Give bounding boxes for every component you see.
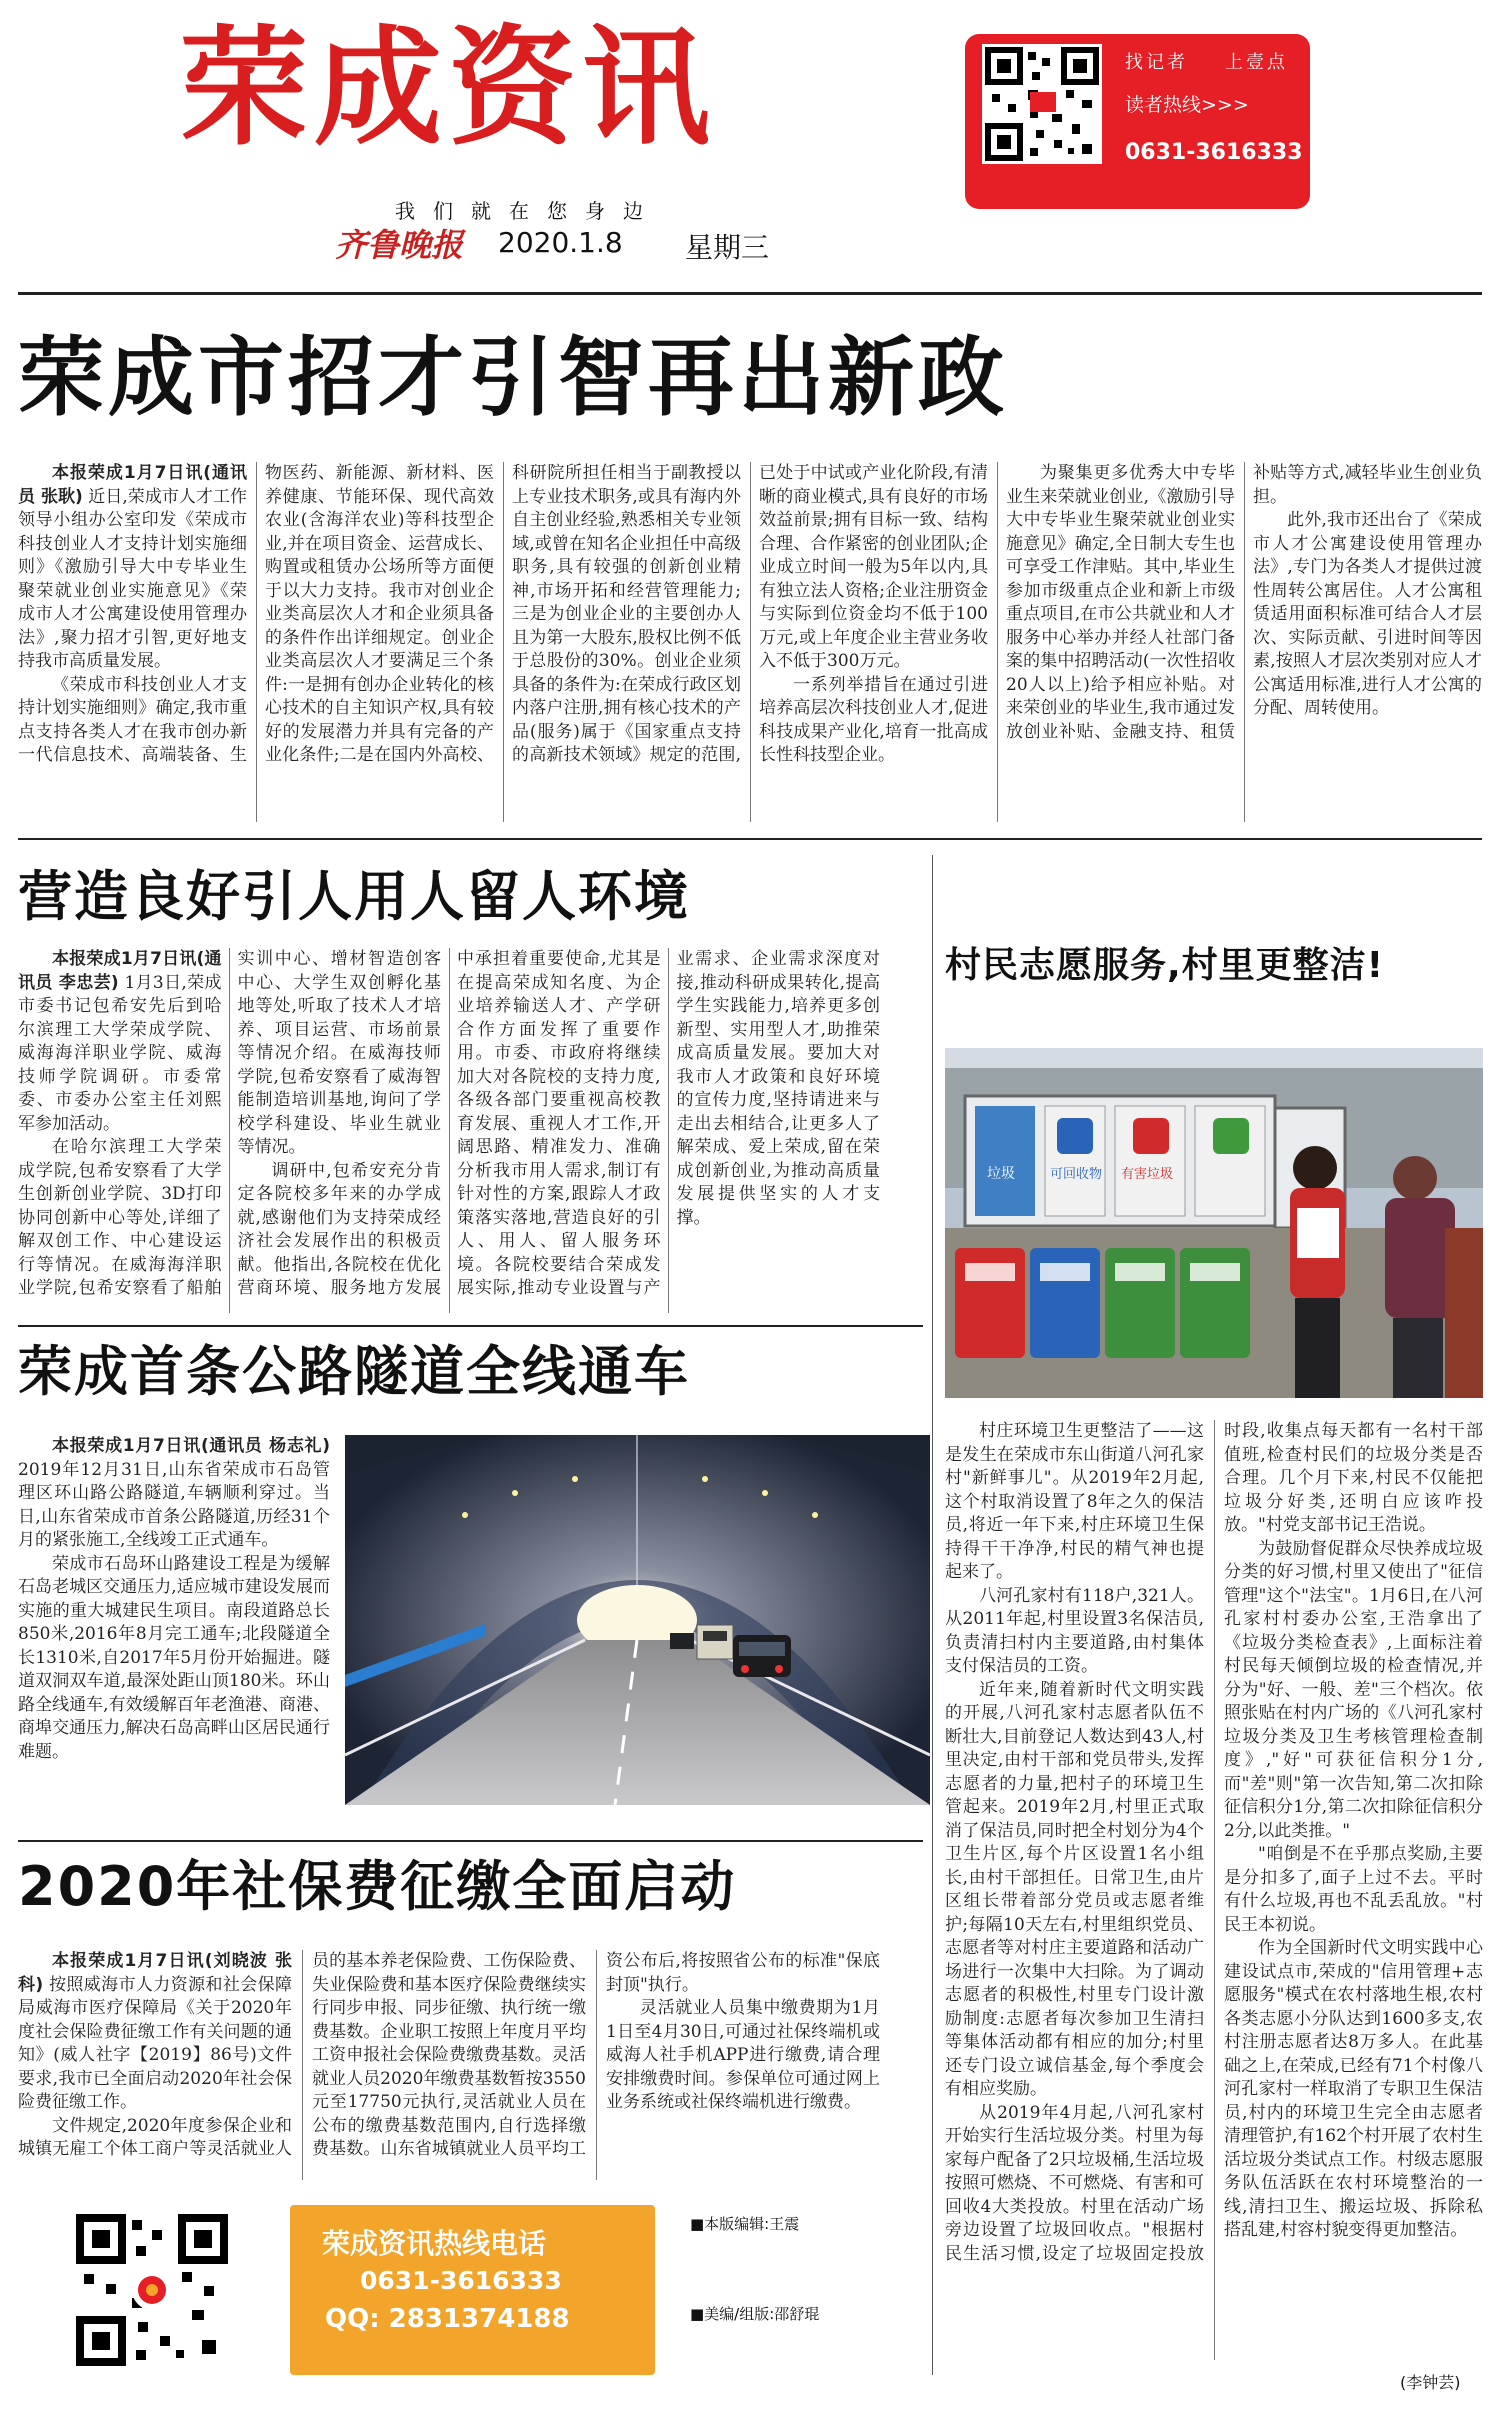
article-paragraph: 作为全国新时代文明实践中心建设试点市,荣成的"信用管理+志愿服务"模式在农村落地生根,农村各类志愿小分队达到1600多支,农村注册志愿者达8万多人。在此基础之上,在荣成,已经有71个村像八河孔家村一样取消了专职卫生保洁员,村内的环境卫生完全由志愿者清理管护,有162个村开展了农村生活垃圾分类试点工作。村级志愿服务队伍活跃在农村环境整治的一线,清扫卫生、搬运垃圾、拆除私搭乱建,村容村貌变得更加整洁。 [1224,1938,1483,2240]
headline-social-insurance: 2020年社保费征缴全面启动 [18,1855,737,1918]
hotline-app-name: 上壹点 [1225,52,1288,73]
article-paragraph: 1月3日,荣成市委书记包希安先后到哈尔滨理工大学荣成学院、威海海洋职业学院、威海技师学院调研。市委常委、市委办公室主任刘熙军参加活动。 [18,972,222,1134]
masthead-slogan: 我们就在您身边 [395,199,661,223]
article-paragraph: 2019年12月31日,山东省荣成市石岛管理区环山路公路隧道,车辆顺利穿过。当日,山东省荣成市首条公路隧道,历经31个月的紧张施工,全线竣工正式通车。 [18,1459,330,1550]
masthead-divider [18,292,1482,295]
article-paragraph: 灵活就业人员集中缴费期为1月1日至4月30日,可通过社保终端机或威海人社手机APP进行缴费,请合理安排缴费时间。参保单位可通过网上业务系统或社保终端机进行缴费。 [606,1998,880,2112]
footer-hotline-qq: QQ: 2831374188 [325,2304,570,2334]
article-paragraph: 《荣成市科技创业人才支持计划实施细则》确定,我市重点支持各类人才在我市创办新一代信息技术、高端装备、生物医药、新能源、新材料、医养健康、节能环保、现代高效农业(含海洋农业)等科技型企业,并在项目资金、运营成长、购置或租赁办公场所等方面便于以大力支持。我市对创业企业类高层次人才和企业须具备的条件作出详细规定。创业企业类高层次人才要满足三个条件:一是拥有创办企业转化的核心技术的自主知识产权,具有较好的发展潜力并具有完备的产业化条件;二是在国内外高校、科研院所担任相当于副教授以上专业技术职务,或具有海内外自主创业经验,熟悉相关专业领域,或曾在知名企业担任中高级职务,具有较强的创新创业精神,市场开拓和经营管理能力;三是为创业企业的主要创办人且为第一大股东,股权比例不低于总股份的30%。创业企业须具备的条件为:在荣成行政区划内落户注册,拥有核心技术的产品(服务)属于《国家重点支持的高新技术领域》规定的范围,已处于中试或产业化阶段,有清晰的商业模式,具有良好的市场效益前景;拥有目标一致、结构合理、合作紧密的创业团队;企业成立时间一般为5年以内,具有独立法人资格;企业注册资金与实际到位资金均不低于100万元,或上年度企业主营业务收入不低于300万元。 [18,463,988,765]
issue-weekday: 星期三 [685,231,770,264]
article-lead: 本报荣成1月7日讯(通讯员 杨志礼) [52,1436,330,1456]
article-paragraph: 在哈尔滨理工大学荣成学院,包希安察看了大学生创新创业学院、3D打印协同创新中心等处,详细了解双创工作、中心建设运行等情况。在威海海洋职业学院,包希安察看了船舶实训中心、增材智造创客中心、大学生双创孵化基地等处,听取了技术人才培养、项目运营、市场前景等情况介绍。在威海技师学院,包希安察看了威海智能制造培训基地,询问了学校学科建设、毕业生就业等情况。 [18,949,441,1298]
tunnel-photo [345,1435,930,1805]
article-paragraph: 此外,我市还出台了《荣成市人才公寓建设使用管理办法》,专门为各类人才提供过渡性周转公寓居住。人才公寓租赁适用面积标准可结合人才层次、实际贡献、引进时间等因素,按照人才层次类别对应人才公寓适用标准,进行人才公寓的分配、周转使用。 [1253,510,1482,718]
article-paragraph: 从2019年4月起,八河孔家村开始实行生活垃圾分类。村里为每家每户配备了2只垃圾桶,生活垃圾按照可燃烧、不可燃烧、有害和可回收4大类投放。村里在活动广场旁边设置了垃圾回收点。"根据村民生活习惯,设定了垃圾固定投放时段,收集点每天都有一名村干部值班,检查村民们的垃圾分类是否合理。几个月下来,村民不仅能把垃圾分好类,还明白应该咋投放。"村党支部书记王浩说。 [945,1421,1483,2264]
article-tunnel-body [18,1435,330,1825]
photo-sign-recyclable: 可回收物 [1050,1167,1103,1182]
article-volunteer-body [945,1420,1483,2360]
qr-code-icon [72,2210,232,2370]
section-divider [18,1840,923,1842]
masthead-title: 荣成资讯 [180,14,717,163]
headline-tunnel-opening: 荣成首条公路隧道全线通车 [18,1340,690,1403]
article-paragraph: 八河孔家村有118户,321人。从2011年起,村里设置3名保洁员,负责清扫村内主要道路,由村集体支付保洁员的工资。 [945,1585,1204,1676]
article-paragraph: 按照威海市人力资源和社会保障局威海市医疗保障局《关于2020年度社会保险费征缴工作有关问题的通知》(威人社字【2019】86号)文件要求,我市已全面启动2020年社会保险费征缴工作。 [18,1974,293,2112]
hotline-phone: 0631-3616333 [1125,140,1303,165]
article-paragraph: 近年来,随着新时代文明实践的开展,八河孔家村志愿者队伍不断壮大,目前登记人数达到43人,村里决定,由村干部和党员带头,发挥志愿者的力量,把村子的环境卫生管起来。2019年2月,村里正式取消了保洁员,同时把全村划分为4个卫生片区,每个片区设置1名小组长,由村干部担任。日常卫生,由片区组长带着部分党员或志愿者维护;每隔10天左右,村里组织党员、志愿者等对村庄主要道路和活动广场进行一次集中大扫除。为了调动志愿者的积极性,村里专门设计激励制度:志愿者每次参加卫生清扫等集体活动都有相应的加分;村里还专门设立诚信基金,每个季度会有相应奖励。 [945,1679,1204,2099]
photo-sign-hazardous: 有害垃圾 [1121,1167,1174,1182]
article-lead: 本报荣成1月7日讯(刘晓波 张科) [18,1951,292,1995]
article-talent-environment-body [18,948,880,1313]
article-paragraph: 文件规定,2020年度参保企业和城镇无雇工个体工商户等灵活就业人员的基本养老保险费、工伤保险费、失业保险费和基本医疗保险费继续实行同步申报、同步征缴、执行统一缴费基数。企业职工按照上年度月平均工资申报社会保险费缴费基数。灵活就业人员2020年缴费基数暂按3550元至17750元执行,灵活就业人员在公布的缴费基数范围内,自行选择缴费基数。山东省城镇就业人员平均工资公布后,将按照省公布的标准"保底封顶"执行。 [18,1951,880,2159]
hotline-label: 读者热线>>> [1125,94,1249,116]
article-paragraph: 近日,荣成市人才工作领导小组办公室印发《荣成市科技创业人才支持计划实施细则》《激励引导大中专毕业生聚荣就业创业实施意见》《荣成市人才公寓建设使用管理办法》,聚力招才引智,更好地支持我市高质量发展。 [18,486,247,671]
article-byline: (李钟芸) [1400,2373,1461,2392]
column-divider [932,855,933,2375]
article-paragraph: 调研中,包希安充分肯定各院校多年来的办学成就,感谢他们为支持荣成经济社会发展作出的积极贡献。他指出,各院校在优化营商环境、服务地方发展中承担着重要使命,尤其是在提高荣成知名度、为企业培养输送人才、产学研合作方面发挥了重要作用。市委、市政府将继续加大对各院校的支持力度,各级各部门要重视高校教育发展、重视人才工作,开阔思路、精准发力、准确分析我市用人需求,制订有针对性的方案,跟踪人才政策落实落地,营造良好的引人、用人、留人服务环境。各院校要结合荣成发展实际,推动专业设置与产业需求、企业需求深度对接,推动科研成果转化,提高学生实践能力,培养更多创新型、实用型人才,助推荣成高质量发展。要加大对我市人才政策和良好环境的宣传力度,坚持请进来与走出去相结合,让更多人了解荣成、爱上荣成,留在荣成创新创业,为推动高质量发展提供坚实的人才支撑。 [237,949,880,1298]
article-paragraph: 一系列举措旨在通过引进培养高层次科技创业人才,促进科技成果产业化,培育一批高成长性科技型企业。 [759,674,988,765]
article-talent-policy-body [18,462,1482,822]
photo-sign-trash: 垃圾 [987,1166,1015,1182]
article-social-insurance-body [18,1950,880,2180]
village-sorting-photo [945,1048,1483,1398]
article-lead: 本报荣成1月7日讯(通讯员 张耿) [18,463,247,507]
page-designer-credit: ■美编/组版:邵舒琨 [690,2305,820,2323]
hotline-find-reporter: 找记者 [1125,52,1188,73]
headline-talent-environment: 营造良好引人用人留人环境 [18,865,690,928]
brand-logo: 齐鲁晚报 [335,226,464,264]
article-paragraph: "咱倒是不在乎那点奖励,主要是分扣多了,面子上过不去。平时有什么垃圾,再也不乱丢乱放。"村民王本初说。 [1224,1844,1483,1935]
section-divider [18,838,1482,840]
section-divider [18,1325,923,1327]
article-paragraph: 村庄环境卫生更整洁了——这是发生在荣成市东山街道八河孔家村"新鲜事儿"。从2019年2月起,这个村取消设置了8年之久的保洁员,将近一年下来,村庄环境卫生保持得干干净净,村民的精气神也提起来了。 [945,1421,1204,1582]
issue-date: 2020.1.8 [498,226,623,259]
headline-volunteer-village: 村民志愿服务,村里更整洁! [945,945,1385,986]
footer-hotline-title: 荣成资讯热线电话 [322,2227,547,2260]
article-lead: 本报荣成1月7日讯(通讯员 李忠芸) [18,949,222,993]
qr-code-icon [982,44,1102,164]
article-paragraph: 为聚集更多优秀大中专毕业生来荣就业创业,《激励引导大中专毕业生聚荣就业创业实施意见》确定,全日制大专生也可享受工作津贴。其中,毕业生参加市级重点企业和新上市级重点项目,在市公共就业和人才服务中心举办并经人社部门备案的集中招聘活动(一次性招收20人以上)给予相应补贴。对来荣创业的毕业生,我市通过发放创业补贴、金融支持、租赁补贴等方式,减轻毕业生创业负担。 [1006,463,1482,742]
footer-hotline-phone: 0631-3616333 [360,2266,562,2295]
article-paragraph: 为鼓励督促群众尽快养成垃圾分类的好习惯,村里又使出了"征信管理"这个"法宝"。1月6日,在八河孔家村村委办公室,王浩拿出了《垃圾分类检查表》,上面标注着村民每天倾倒垃圾的检查情况,并分为"好、一般、差"三个档次。依照张贴在村内广场的《八河孔家村垃圾分类及卫生考核管理检查制度》,"好"可获征信积分1分,而"差"则"第一次告知,第二次扣除征信积分1分,第二次扣除征信积分2分,以此类推。" [1224,1538,1483,1841]
headline-talent-policy: 荣成市招才引智再出新政 [18,328,1008,428]
article-paragraph: 荣成市石岛环山路建设工程是为缓解石岛老城区交通压力,适应城市建设发展而实施的重大城建民生项目。南段道路总长850米,2016年8月完工通车;北段隧道全长1310米,自2017年5月份开始掘进。隧道双洞双车道,最深处距山顶180米。环山路全线通车,有效缓解百年老渔港、商港、商埠交通压力,解决石岛高畔山区居民通行难题。 [18,1553,330,1762]
page-editor-credit: ■本版编辑:王震 [690,2215,800,2233]
